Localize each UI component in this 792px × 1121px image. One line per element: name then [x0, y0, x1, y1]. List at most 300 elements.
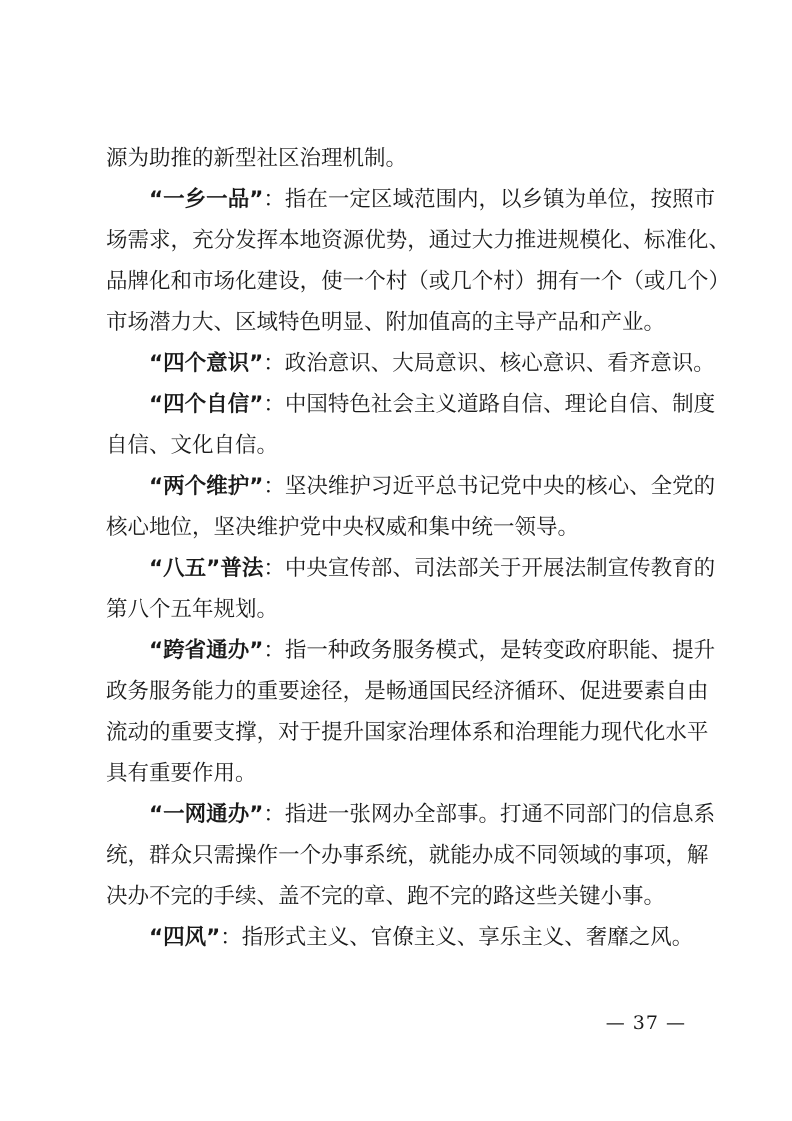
text-char: 传	[629, 556, 651, 581]
text-line	[106, 876, 690, 917]
text-char: 域	[392, 187, 414, 212]
text-char: 不	[543, 802, 565, 827]
text-char: 理	[564, 392, 587, 417]
text-char: 党	[672, 474, 694, 499]
text-char: ，	[478, 187, 501, 212]
text-char: ）	[708, 269, 730, 294]
text-char: 。	[478, 802, 501, 827]
glossary-text	[106, 138, 730, 958]
text-char: 部	[456, 556, 479, 581]
glossary-term-char: 乡	[184, 187, 207, 212]
text-char: 力	[493, 228, 515, 253]
text-char: 标	[643, 228, 666, 253]
glossary-term-char: 通	[206, 638, 228, 663]
text-char: 支	[213, 720, 236, 745]
text-char: 指	[284, 802, 307, 827]
text-char: 是	[500, 638, 522, 663]
text-char: 进	[536, 228, 558, 253]
text-char: 环	[536, 679, 558, 704]
text-char: 有	[557, 269, 580, 294]
text-char: 门	[607, 802, 630, 827]
text-char: 求	[149, 228, 171, 253]
text-char: 能	[192, 679, 214, 704]
text-char: 是	[364, 679, 386, 704]
text-char: 围	[435, 187, 457, 212]
text-char: 国	[364, 720, 386, 745]
text-char: 循	[514, 679, 537, 704]
text-char: 关	[478, 556, 501, 581]
text-char: 发	[235, 228, 257, 253]
text-char: 或	[428, 269, 451, 294]
text-char: ：	[263, 392, 285, 417]
text-char: 通	[521, 802, 544, 827]
glossary-term-char: 两	[163, 474, 185, 499]
text-line	[106, 630, 716, 671]
text-char: 能	[629, 638, 651, 663]
text-char: 转	[521, 638, 544, 663]
glossary-term-char: “	[149, 474, 164, 499]
text-char: 打	[500, 802, 522, 827]
text-line	[106, 835, 709, 876]
text-char: ：	[263, 556, 285, 581]
text-char: 充	[192, 228, 214, 253]
text-char: 法	[435, 556, 457, 581]
text-char: ，	[256, 720, 279, 745]
text-char: 重	[256, 679, 279, 704]
text-char: 地	[299, 228, 322, 253]
text-char: 网	[370, 802, 393, 827]
line-text: 具有重要作用。	[106, 761, 257, 786]
text-char: 国	[306, 392, 328, 417]
text-char: 办	[392, 802, 414, 827]
text-char: 近	[392, 474, 414, 499]
text-char: 事	[456, 802, 479, 827]
text-line	[106, 507, 690, 548]
text-char: （	[407, 269, 429, 294]
glossary-term-char: 品	[227, 187, 250, 212]
text-char: 全	[650, 474, 673, 499]
text-line	[106, 917, 694, 958]
text-char: 作	[256, 843, 279, 868]
text-char: 、	[708, 228, 730, 253]
line-text: 源为助推的新型社区治理机制。	[106, 146, 408, 171]
text-char: 家	[385, 720, 408, 745]
text-char: 国	[428, 679, 451, 704]
text-char: 和	[170, 269, 193, 294]
text-char: 务	[413, 638, 436, 663]
text-char: 提	[321, 720, 343, 745]
text-char: 群	[149, 843, 171, 868]
text-char: 由	[686, 679, 709, 704]
text-char: 市	[192, 269, 214, 294]
text-char: 理	[536, 720, 558, 745]
glossary-term-char: 个	[184, 474, 207, 499]
text-line	[106, 425, 690, 466]
text-char: 宣	[327, 556, 350, 581]
line-text: 决办不完的手续、盖不完的章、跑不完的路这些关键小事。	[106, 884, 666, 909]
glossary-term-char: 自	[206, 392, 228, 417]
text-char: 力	[213, 679, 236, 704]
text-line	[106, 712, 709, 753]
text-char: 个	[299, 843, 322, 868]
text-char: 能	[557, 720, 580, 745]
text-char: 部	[435, 802, 457, 827]
text-char: 义	[435, 392, 457, 417]
glossary-term-char: 维	[206, 474, 228, 499]
text-char: 变	[543, 638, 565, 663]
text-char: 撑	[235, 720, 257, 745]
text-char: 、	[650, 392, 673, 417]
glossary-term-char: ”	[249, 638, 264, 663]
text-char: 进	[600, 679, 623, 704]
text-char: 决	[306, 474, 328, 499]
text-char: 府	[586, 638, 608, 663]
text-char: 自	[500, 392, 522, 417]
text-char: 的	[149, 720, 171, 745]
text-char: 照	[672, 187, 694, 212]
text-char: 的	[235, 679, 257, 704]
text-char: ：	[263, 638, 285, 663]
text-char: 务	[170, 679, 193, 704]
text-char: 村	[493, 269, 515, 294]
text-char: 、	[650, 638, 673, 663]
text-char: 化	[686, 228, 709, 253]
text-char: ，	[127, 843, 150, 868]
text-line	[106, 261, 730, 302]
text-char: 几	[450, 269, 472, 294]
text-char: 服	[149, 679, 171, 704]
text-char: 代	[622, 720, 644, 745]
text-char: 品	[106, 269, 128, 294]
text-char: 、	[543, 392, 565, 417]
text-char: 众	[170, 843, 193, 868]
text-char: 定	[349, 187, 371, 212]
text-char: 成	[493, 843, 515, 868]
text-char: 升	[342, 720, 365, 745]
text-char: 途	[299, 679, 322, 704]
text-char: 系	[471, 720, 494, 745]
text-char: 只	[192, 843, 214, 868]
text-char: ，	[407, 228, 429, 253]
glossary-term-char: “	[149, 392, 164, 417]
text-char: 化	[235, 269, 257, 294]
text-char: ，	[407, 843, 429, 868]
text-char: 过	[450, 228, 472, 253]
text-char: 事	[342, 843, 365, 868]
text-char: 几	[665, 269, 687, 294]
text-char: 村	[385, 269, 408, 294]
line-text: 市场潜力大、区域特色明显、附加值高的主导产品和产业。	[106, 310, 666, 335]
text-char: 一	[327, 187, 350, 212]
text-char: 展	[543, 556, 565, 581]
text-char: 为	[564, 187, 587, 212]
text-char: 育	[672, 556, 694, 581]
glossary-term-char: 通	[206, 802, 228, 827]
text-char: 坚	[284, 474, 307, 499]
text-char: 信	[629, 392, 651, 417]
text-char: 提	[672, 638, 694, 663]
text-char: 部	[370, 556, 393, 581]
text-char: 于	[500, 556, 522, 581]
text-char: 系	[364, 843, 386, 868]
text-char: 场	[106, 228, 128, 253]
text-char: 源	[342, 228, 365, 253]
text-char: 拥	[536, 269, 558, 294]
glossary-term-char: ”	[249, 187, 264, 212]
glossary-term-char: ”	[249, 392, 264, 417]
text-char: 、	[392, 556, 414, 581]
text-line	[106, 794, 716, 835]
text-char: 重	[170, 720, 193, 745]
text-char: 单	[586, 187, 608, 212]
text-char: 资	[321, 228, 343, 253]
text-char: 个	[471, 269, 494, 294]
text-char: 的	[600, 843, 623, 868]
text-char: 事	[622, 843, 644, 868]
text-char: 张	[349, 802, 371, 827]
text-char: 息	[672, 802, 694, 827]
text-char: 同	[564, 802, 587, 827]
text-char: 畅	[385, 679, 408, 704]
text-char: 央	[543, 474, 565, 499]
text-char: 不	[514, 843, 537, 868]
text-char: 能	[450, 843, 472, 868]
text-char: 核	[586, 474, 608, 499]
text-char: 政	[349, 638, 371, 663]
text-char: 势	[385, 228, 408, 253]
text-char: 场	[213, 269, 236, 294]
text-char: 治	[407, 720, 429, 745]
text-char: 信	[521, 392, 544, 417]
text-line	[106, 548, 716, 589]
text-char: 党	[500, 474, 522, 499]
text-char: 解	[686, 843, 709, 868]
text-char: ，	[170, 228, 193, 253]
text-char: 维	[327, 474, 350, 499]
text-line	[106, 589, 690, 630]
text-char: 设	[278, 269, 300, 294]
text-char: 要	[622, 679, 644, 704]
text-char: 内	[456, 187, 479, 212]
text-char: 按	[650, 187, 673, 212]
text-char: 镇	[543, 187, 565, 212]
text-char: 、	[557, 679, 580, 704]
text-char: 于	[299, 720, 322, 745]
text-char: 的	[629, 802, 651, 827]
line-text: 自信、文化自信。	[106, 433, 279, 458]
text-char: 统	[106, 843, 128, 868]
text-char: 民	[450, 679, 472, 704]
text-char: 传	[349, 556, 371, 581]
text-char: 统	[385, 843, 408, 868]
text-char: 通	[428, 228, 451, 253]
text-char: 式	[456, 638, 479, 663]
text-char: ：	[263, 187, 285, 212]
text-char: 的	[693, 556, 716, 581]
text-char: 央	[306, 556, 328, 581]
text-line	[106, 671, 709, 712]
text-char: 规	[557, 228, 580, 253]
text-char: ）	[514, 269, 537, 294]
text-char: 化	[643, 720, 666, 745]
text-char: 色	[349, 392, 371, 417]
text-char: 促	[579, 679, 601, 704]
glossary-term-char: 普	[220, 556, 242, 581]
text-char: 道	[456, 392, 479, 417]
glossary-term-char: “	[149, 638, 164, 663]
text-line	[106, 138, 690, 179]
text-char: 素	[643, 679, 666, 704]
text-char: 就	[428, 843, 451, 868]
text-char: 总	[435, 474, 457, 499]
text-char: 经	[471, 679, 494, 704]
text-char: 项	[643, 843, 666, 868]
text-char: ：	[263, 802, 285, 827]
text-char: 乡	[521, 187, 544, 212]
text-char: 进	[306, 802, 328, 827]
glossary-term: “四个意识”	[149, 351, 264, 376]
glossary-term-char: “	[149, 556, 164, 581]
text-char: 操	[235, 843, 257, 868]
text-char: 模	[435, 638, 457, 663]
text-char: 通	[407, 679, 429, 704]
glossary-term-char: “	[149, 802, 164, 827]
text-char: 领	[557, 843, 580, 868]
glossary-term-char: 办	[227, 802, 250, 827]
text-char: 会	[392, 392, 414, 417]
text-char: 区	[370, 187, 393, 212]
text-char: 种	[327, 638, 350, 663]
text-char: 个	[364, 269, 386, 294]
text-char: 宣	[607, 556, 630, 581]
text-char: 政	[106, 679, 128, 704]
text-char: 域	[579, 843, 601, 868]
text-char: 或	[643, 269, 666, 294]
text-char: 指	[284, 638, 307, 663]
text-line	[106, 220, 730, 261]
text-char: 自	[665, 679, 687, 704]
text-char: 建	[256, 269, 279, 294]
glossary-term-char: 五	[184, 556, 207, 581]
text-char: 模	[579, 228, 601, 253]
text-char: 市	[693, 187, 716, 212]
glossary-term-char: 办	[227, 638, 250, 663]
glossary-term-char: 一	[206, 187, 228, 212]
text-char: 理	[428, 720, 451, 745]
text-line	[106, 179, 716, 220]
glossary-term-char: “	[149, 187, 164, 212]
text-char: ，	[299, 269, 322, 294]
text-char: 径	[321, 679, 343, 704]
glossary-term-char: 一	[163, 187, 185, 212]
text-char: 信	[650, 802, 673, 827]
text-char: 准	[665, 228, 687, 253]
text-char: 平	[413, 474, 436, 499]
text-line	[106, 384, 716, 425]
text-char: 护	[349, 474, 371, 499]
text-char: 务	[370, 638, 393, 663]
text-char: ，	[629, 187, 651, 212]
text-line	[106, 302, 690, 343]
text-char: 体	[450, 720, 472, 745]
text-char: 济	[493, 679, 515, 704]
text-char: 现	[600, 720, 623, 745]
text-char: 社	[370, 392, 393, 417]
text-char: 范	[413, 187, 436, 212]
text-char: 、	[629, 474, 651, 499]
text-char: 同	[536, 843, 558, 868]
text-char: 分	[213, 228, 236, 253]
text-line	[106, 343, 715, 384]
text-char: 办	[321, 843, 343, 868]
text-char: 服	[392, 638, 414, 663]
glossary-term-char: ”	[206, 556, 221, 581]
text-char: 办	[471, 843, 494, 868]
glossary-term-char: 网	[184, 802, 207, 827]
glossary-term-char: 一	[163, 802, 185, 827]
text-char: 在	[306, 187, 328, 212]
glossary-term-char: ”	[249, 474, 264, 499]
glossary-term: “四风”	[149, 925, 221, 950]
line-text: 核心地位，坚决维护党中央权威和集中统一领导。	[106, 515, 580, 540]
glossary-term-char: 省	[184, 638, 207, 663]
text-char: 的	[693, 474, 716, 499]
line-text: ：指形式主义、官僚主义、享乐主义、奢靡之风。	[220, 925, 694, 950]
glossary-term-char: 法	[241, 556, 264, 581]
text-char: 习	[370, 474, 393, 499]
text-char: 使	[321, 269, 343, 294]
text-char: 大	[471, 228, 494, 253]
text-char: 需	[127, 228, 150, 253]
text-char: 力	[579, 720, 601, 745]
text-char: 化	[600, 228, 623, 253]
text-char: 一	[579, 269, 601, 294]
text-char: 度	[693, 392, 716, 417]
text-char: 升	[693, 638, 716, 663]
text-char: 治	[514, 720, 537, 745]
text-char: 全	[413, 802, 436, 827]
text-char: 对	[278, 720, 300, 745]
text-char: 一	[327, 802, 350, 827]
text-line	[106, 753, 690, 794]
text-char: 系	[693, 802, 716, 827]
glossary-term-char: 四	[163, 392, 185, 417]
text-char: 流	[106, 720, 128, 745]
text-char: 本	[278, 228, 300, 253]
text-char: 开	[521, 556, 544, 581]
text-char: 中	[284, 392, 307, 417]
text-char: 司	[413, 556, 436, 581]
text-char: 特	[327, 392, 350, 417]
text-char: 个	[686, 269, 709, 294]
glossary-term-char: 八	[163, 556, 185, 581]
text-char: 部	[586, 802, 608, 827]
glossary-term-char: 信	[227, 392, 250, 417]
text-char: 、	[622, 228, 644, 253]
glossary-term-char: 跨	[163, 638, 185, 663]
text-line	[106, 466, 716, 507]
text-char: 论	[586, 392, 608, 417]
text-char: 中	[521, 474, 544, 499]
text-char: 政	[564, 638, 587, 663]
text-char: 推	[514, 228, 537, 253]
text-char: 书	[456, 474, 479, 499]
text-char: 指	[284, 187, 307, 212]
text-char: ：	[263, 474, 285, 499]
text-char: 制	[586, 556, 608, 581]
text-char: 心	[607, 474, 630, 499]
glossary-term-char: 护	[227, 474, 250, 499]
